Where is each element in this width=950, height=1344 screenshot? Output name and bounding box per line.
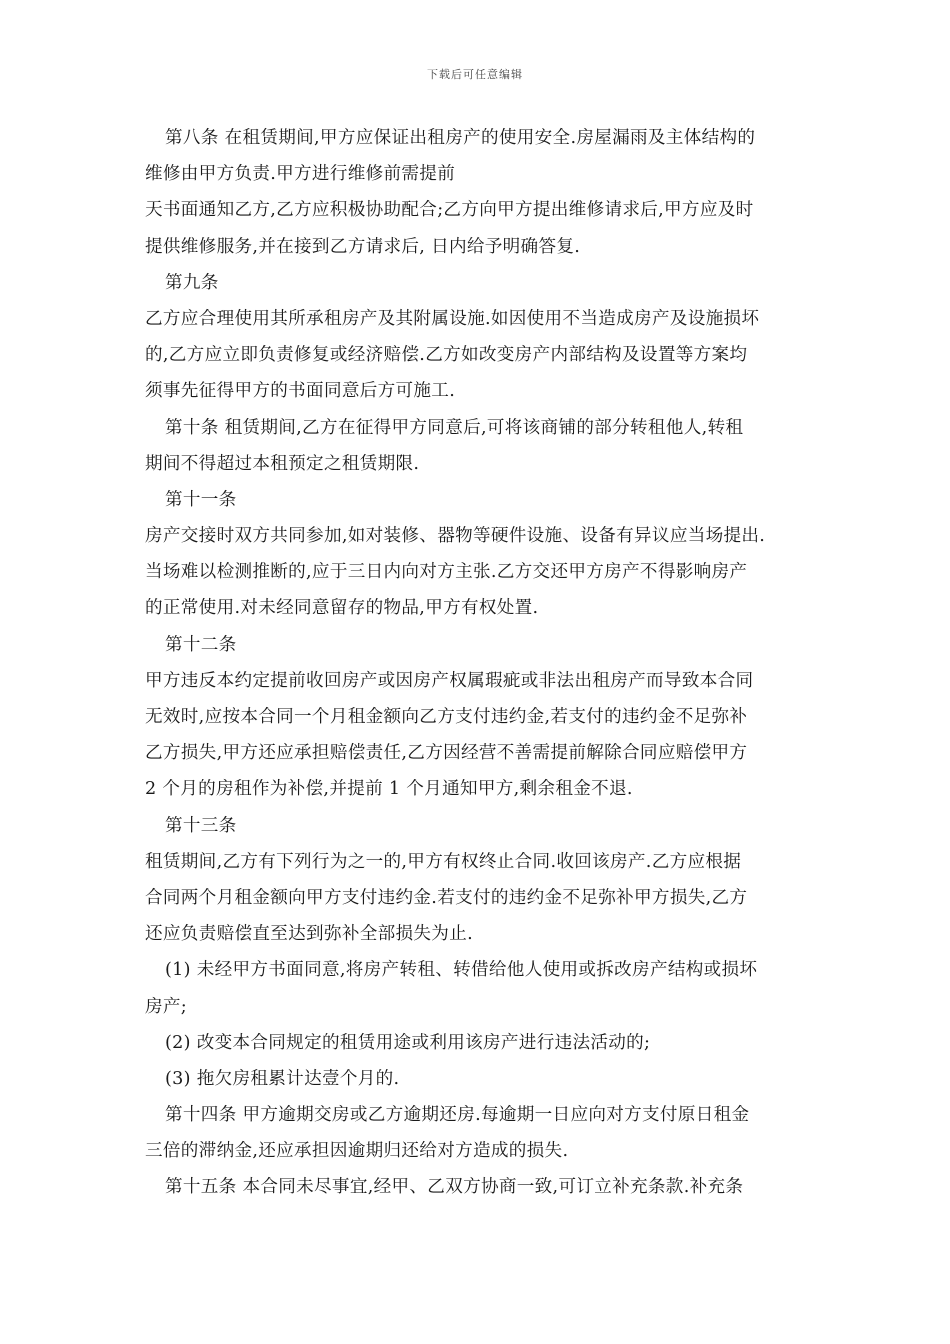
text-line: 第九条 (165, 272, 219, 293)
text-line: 天书面通知乙方,乙方应积极协助配合;乙方向甲方提出维修请求后,甲方应及时 (145, 200, 754, 221)
text-line: 的,乙方应立即负责修复或经济赔偿.乙方如改变房产内部结构及设置等方案均 (145, 345, 748, 366)
text-line: 期间不得超过本租预定之租赁期限. (145, 453, 420, 474)
text-line: (2) 改变本合同规定的租赁用途或利用该房产进行违法活动的; (165, 1032, 651, 1053)
text-line: 提供维修服务,并在接到乙方请求后, 日内给予明确答复. (145, 236, 581, 257)
text-line: 的正常使用.对未经同意留存的物品,甲方有权处置. (145, 598, 539, 619)
text-line: 甲方违反本约定提前收回房产或因房产权属瑕疵或非法出租房产而导致本合同 (145, 670, 754, 691)
text-line: 第十五条 本合同未尽事宜,经甲、乙双方协商一致,可订立补充条款.补充条 (165, 1177, 744, 1198)
text-line: 第十四条 甲方逾期交房或乙方逾期还房.每逾期一日应向对方支付原日租金 (165, 1105, 750, 1126)
text-line: 房产交接时双方共同参加,如对装修、器物等硬件设施、设备有异议应当场提出. (145, 526, 766, 547)
text-line: 合同两个月租金额向甲方支付违约金.若支付的违约金不足弥补甲方损失,乙方 (145, 887, 748, 908)
text-line: 乙方应合理使用其所承租房产及其附属设施.如因使用不当造成房产及设施损坏 (145, 308, 760, 329)
text-line: 乙方损失,甲方还应承担赔偿责任,乙方因经营不善需提前解除合同应赔偿甲方 (145, 743, 748, 764)
text-line: 无效时,应按本合同一个月租金额向乙方支付违约金,若支付的违约金不足弥补 (145, 707, 748, 727)
document-body (145, 120, 825, 1206)
text-line: 2 个月的房租作为补偿,并提前 1 个月通知甲方,剩余租金不退. (145, 779, 633, 800)
text-line: 第十三条 (165, 815, 237, 836)
text-line: 当场难以检测推断的,应于三日内向对方主张.乙方交还甲方房产不得影响房产 (145, 562, 748, 583)
text-line: (3) 拖欠房租累计达壹个月的. (165, 1068, 400, 1089)
text-line: 第十二条 (165, 634, 237, 655)
text-line: 房产; (145, 996, 188, 1017)
text-line: 须事先征得甲方的书面同意后方可施工. (145, 381, 456, 402)
text-line: 第八条 在租赁期间,甲方应保证出租房产的使用安全.房屋漏雨及主体结构的 (165, 128, 756, 148)
text-line: 第十条 租赁期间,乙方在征得甲方同意后,可将该商铺的部分转租他人,转租 (165, 417, 744, 438)
page-header: 下载后可任意编辑 (427, 68, 523, 81)
text-line: (1) 未经甲方书面同意,将房产转租、转借给他人使用或拆改房产结构或损坏 (165, 960, 758, 981)
text-line: 租赁期间,乙方有下列行为之一的,甲方有权终止合同.收回该房产.乙方应根据 (145, 851, 742, 872)
text-line: 还应负责赔偿直至达到弥补全部损失为止. (145, 924, 473, 945)
text-line: 维修由甲方负责.甲方进行维修前需提前 (145, 164, 456, 185)
text-line: 第十一条 (165, 489, 237, 510)
text-line: 三倍的滞纳金,还应承担因逾期归还给对方造成的损失. (145, 1141, 569, 1162)
